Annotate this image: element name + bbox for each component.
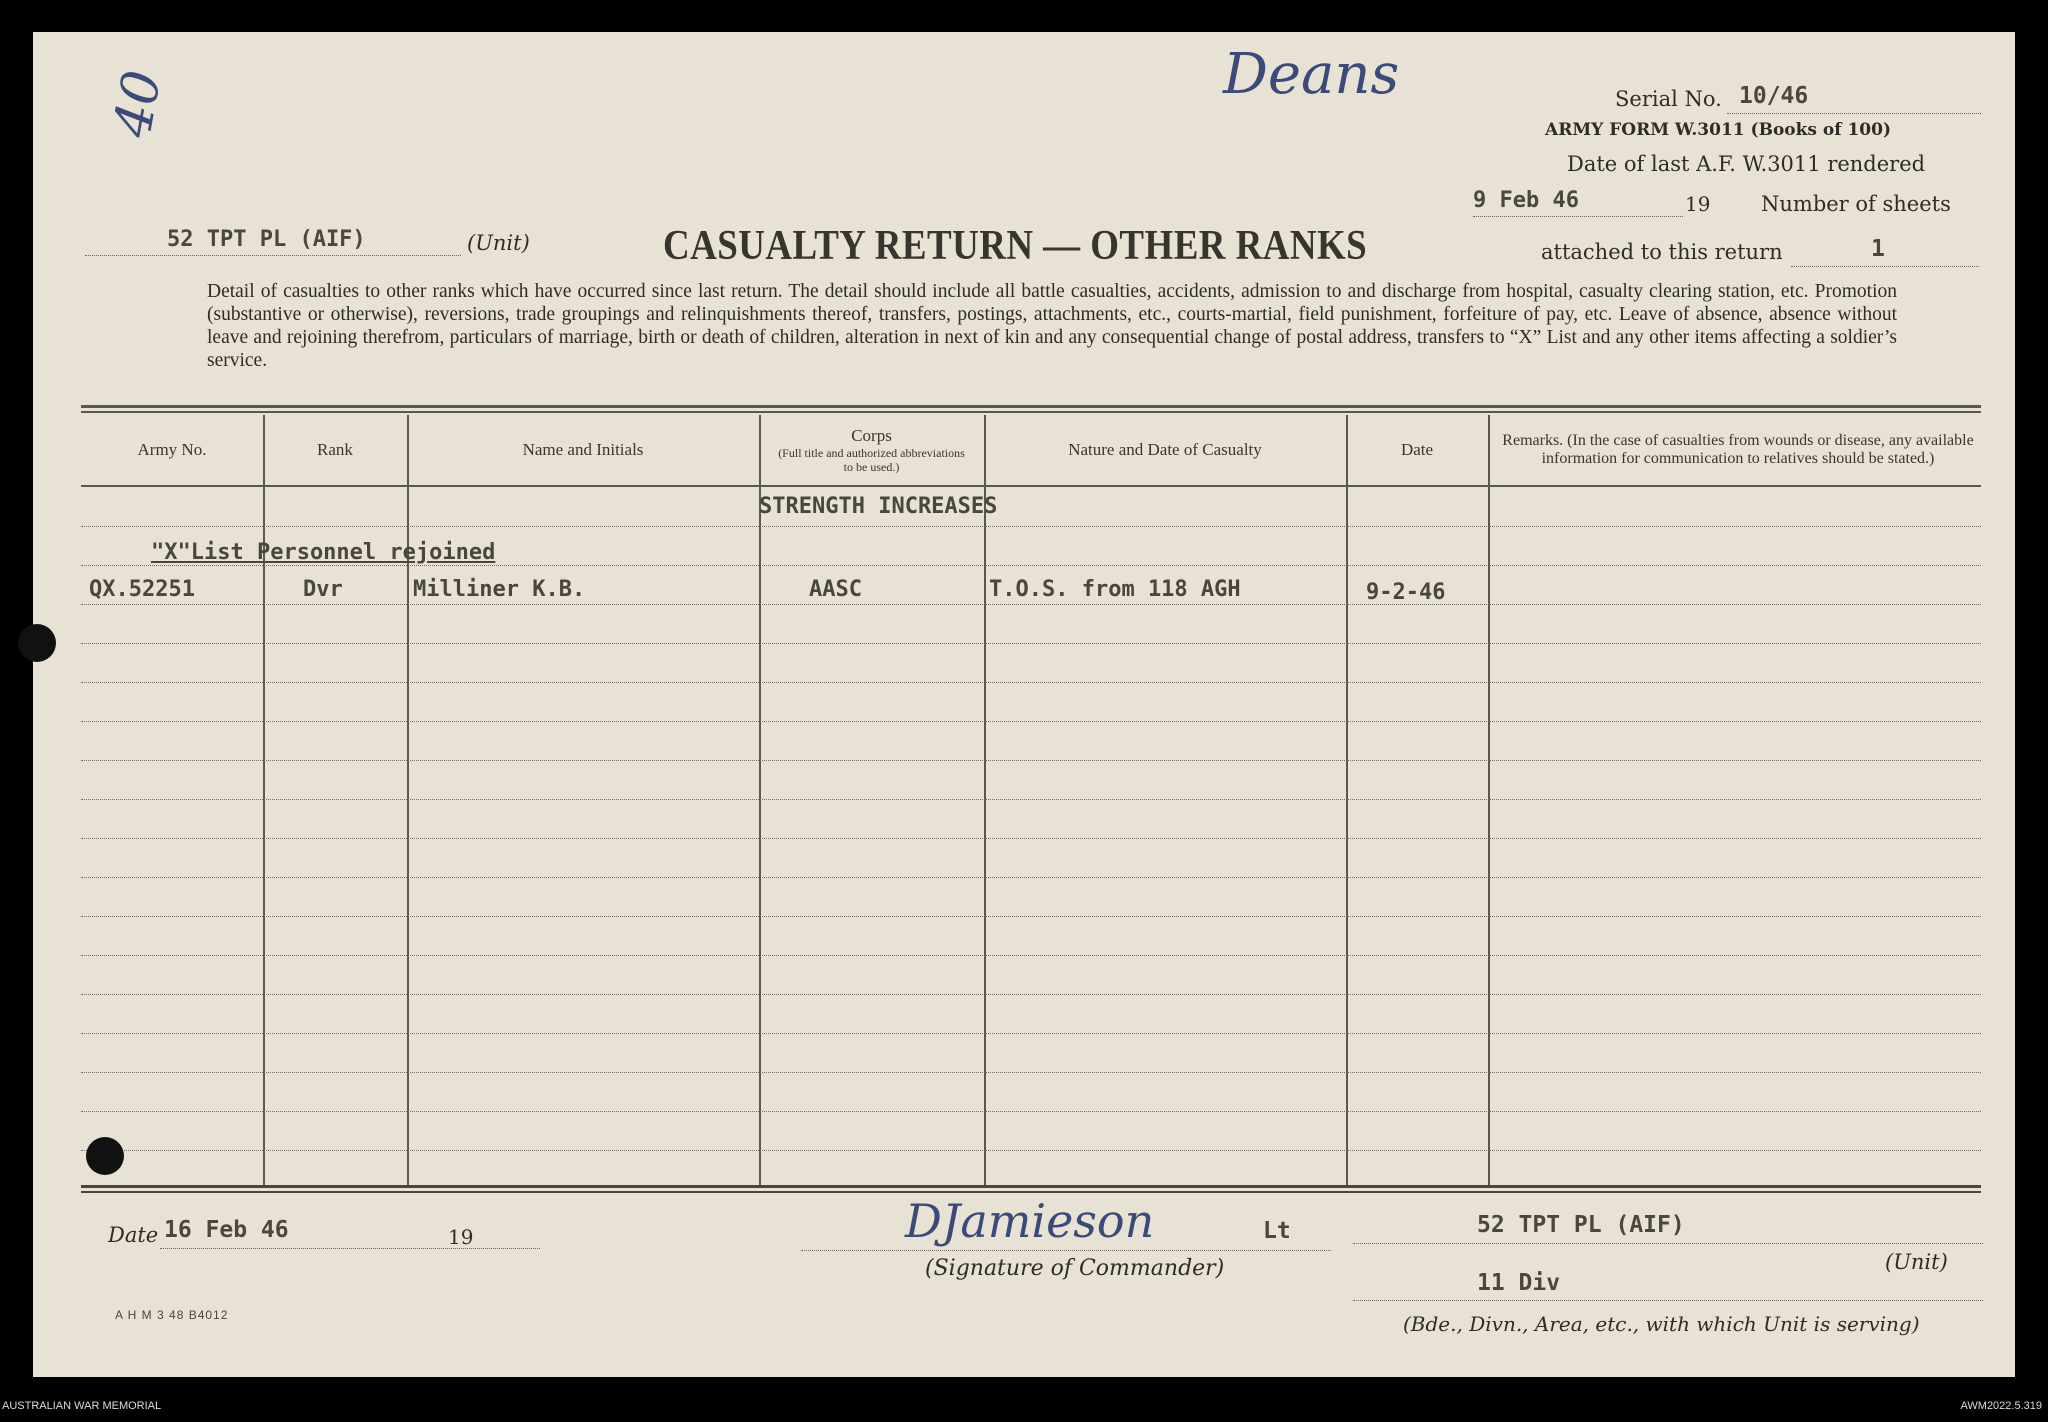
- footer-formation-value: 11 Div: [1477, 1270, 1561, 1296]
- unit-line: [85, 255, 461, 256]
- footer-date-label: Date: [108, 1223, 159, 1247]
- serial-label: Serial No.: [1615, 87, 1722, 111]
- top-handwriting: Deans: [1223, 42, 1400, 107]
- attached-label: attached to this return: [1541, 240, 1783, 264]
- signature: DJamieson: [905, 1194, 1155, 1248]
- cell-corps: AASC: [809, 577, 862, 602]
- section-heading: STRENGTH INCREASES: [759, 494, 998, 519]
- col-divider: [984, 415, 986, 1185]
- archive-caption-left: AUSTRALIAN WAR MEMORIAL: [2, 1400, 162, 1412]
- footer-unit-label: (Unit): [1885, 1250, 1948, 1274]
- footer-formation-line: [1353, 1300, 1983, 1301]
- sub-heading: "X"List Personnel rejoined: [151, 540, 496, 565]
- footer-unit-row: [1353, 1212, 2013, 1274]
- footer-year-label: 19: [448, 1225, 474, 1249]
- cell-army-no: QX.52251: [89, 577, 195, 602]
- unit-label: (Unit): [467, 231, 530, 255]
- row-rule: [81, 799, 1981, 800]
- cell-date: 9-2-46: [1366, 580, 1446, 605]
- col-divider: [1488, 415, 1490, 1185]
- row-rule: [81, 877, 1981, 878]
- unit-row: [85, 229, 575, 263]
- header-corps-title: Corps: [851, 426, 892, 445]
- archive-caption-right: AWM2022.5.319: [1960, 1400, 2042, 1412]
- col-divider: [263, 415, 265, 1185]
- table-top-rule-2: [81, 411, 1981, 413]
- print-code: A H M 3 48 B4012: [115, 1308, 229, 1322]
- footer-date-line: [160, 1248, 540, 1249]
- row-rule: [81, 565, 1981, 566]
- row-rule: [81, 1150, 1981, 1151]
- table-bottom-rule: [81, 1185, 1981, 1188]
- footer-formation-row: [1353, 1268, 2013, 1348]
- attached-row: [1541, 236, 1981, 274]
- row-rule: [81, 721, 1981, 722]
- col-divider: [759, 415, 761, 1185]
- header-nature: Nature and Date of Casualty: [1068, 440, 1262, 459]
- row-rule: [81, 1072, 1981, 1073]
- row-rule: [81, 1033, 1981, 1034]
- unit-value: 52 TPT PL (AIF): [167, 227, 366, 252]
- footer-unit-line: [1353, 1243, 1983, 1244]
- cell-nature: T.O.S. from 118 AGH: [989, 577, 1241, 602]
- serial-line: [1727, 113, 1981, 114]
- row-rule: [81, 955, 1981, 956]
- header-army-no: Army No.: [137, 440, 207, 459]
- signature-block: [801, 1192, 1341, 1302]
- form-sheet: [33, 32, 2015, 1377]
- footer-unit-value: 52 TPT PL (AIF): [1477, 1212, 1685, 1238]
- attached-value: 1: [1871, 236, 1885, 262]
- signature-label: (Signature of Commander): [925, 1256, 1225, 1281]
- header-name: Name and Initials: [522, 440, 644, 459]
- instructions-text: Detail of casualties to other ranks which have occurred since last return. The detail should include all battle casualties, accidents, admission to and discharge from hospital, casualty clearing station, etc. Promotion (substantive or otherwise), reversions, trade groupings and relinquishments thereof, transfers, postings, attachments, etc., courts-martial, field punishment, forfeiture of pay, etc. Leave of absence, absence without leave and rejoining therefrom, particulars of marriage, birth or death of children, alteration in next of kin and any consequential change of postal address, transfers to “X” List and any other items affecting a soldier’s service.: [207, 281, 1897, 371]
- page-title: CASUALTY RETURN — OTHER RANKS: [663, 223, 1368, 269]
- form-number: ARMY FORM W.3011 (Books of 100): [1545, 120, 1891, 140]
- col-divider: [1346, 415, 1348, 1185]
- col-divider: [407, 415, 409, 1185]
- header-remarks: Remarks. (In the case of casualties from wounds or disease, any available information for communication to relatives should be stated.): [1502, 432, 1974, 467]
- last-date-row: [1473, 188, 1993, 226]
- row-rule: [81, 994, 1981, 995]
- row-rule: [81, 643, 1981, 644]
- footer-formation-label: (Bde., Divn., Area, etc., with which Unit is serving): [1403, 1312, 1920, 1336]
- table-top-rule: [81, 405, 1981, 408]
- row-rule: [81, 916, 1981, 917]
- serial-value: 10/46: [1739, 83, 1809, 109]
- punch-hole: [18, 624, 56, 662]
- header-corps: [759, 415, 984, 485]
- last-date-line: [1473, 216, 1683, 217]
- row-rule: [81, 604, 1981, 605]
- cell-name: Milliner K.B.: [413, 577, 586, 602]
- row-rule: [81, 526, 1981, 527]
- row-rule: [81, 1111, 1981, 1112]
- header-rank: Rank: [317, 440, 353, 459]
- row-rule: [81, 760, 1981, 761]
- header-bottom-rule: [81, 485, 1981, 487]
- sheets-label: Number of sheets: [1761, 192, 1951, 216]
- row-rule: [81, 682, 1981, 683]
- signature-rank: Lt: [1263, 1218, 1291, 1244]
- signature-line: [801, 1250, 1331, 1251]
- punch-hole: [86, 1137, 124, 1175]
- attached-line: [1791, 266, 1979, 267]
- footer-date-value: 16 Feb 46: [164, 1217, 289, 1243]
- footer-date-row: [108, 1217, 548, 1257]
- last-date-year: 19: [1685, 192, 1711, 216]
- header-date: Date: [1400, 440, 1434, 459]
- cell-rank: Dvr: [303, 577, 343, 602]
- last-date-value: 9 Feb 46: [1473, 188, 1579, 213]
- last-date-label: Date of last A.F. W.3011 rendered: [1567, 152, 1926, 176]
- marginal-note: 40: [102, 66, 174, 142]
- row-rule: [81, 838, 1981, 839]
- header-corps-note: (Full title and authorized abbreviations to be used.): [778, 446, 965, 474]
- serial-row: [1615, 83, 1985, 121]
